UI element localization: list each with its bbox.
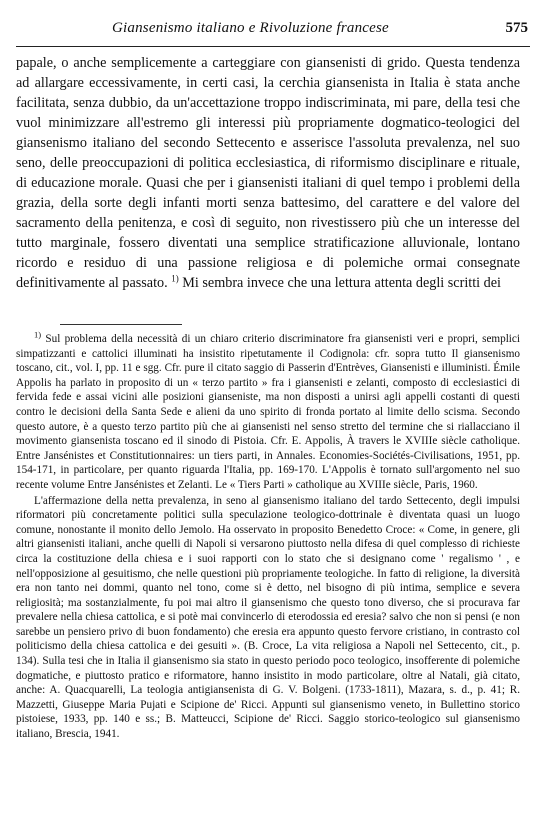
body-text: papale, o anche semplicemente a carteggiare con giansenisti di grido. Questa tendenza ad allargare eccessivamente, in certi casi, la cerchia giansenista in Italia è stata anche facilitata, senza dubbio, da un'accettazione troppo indiscriminata, mi pare, della tesi che vuol minimizzare all'estremo gli interessi più propriamente dogmatico-teologici del giansenismo italiano del secondo Settecento e asserisce l'assoluta prevalenza, nel suo seno, delle preoccupazioni di politica ecclesiastica, di riformismo disciplinare e rituale, di educazione morale. Quasi che per i giansenisti italiani di quel tempo i problemi della grazia, della sorte degli infanti morti senza battesimo, del carattere e del valore del sacramento della penitenza, e così di seguito, non rivestissero più che un interesse del tutto marginale, fossero diventati una semplice stratificazione alluvionale, lontano ricordo e residuo di una passione religiosa e di polemiche ormai consegnate definitivamente al passato.: [16, 55, 520, 291]
body-text-continued: Mi sembra invece che una lettura attenta degli scritti dei: [178, 275, 501, 291]
footnote-text-continued: L'affermazione della netta prevalenza, in seno al giansenismo italiano del tardo Settecento, degli impulsi riformatori più concretamente politici sulla speculazione teologico-dottrinale è diventata quasi un luogo comune, nonostante il monito dello Jemolo. Ha osservato in proposito Benedetto Croce: « Come, in genere, gli altri giansenisti italiani, anche quelli di Napoli si versarono piuttosto nella difesa di quel complesso di richieste circa la costituzione della chiesa e i suoi rapporti con lo stato che si designano come ' regalismo ' , e nell'opposizione al gesuitismo, che nelle questioni più propriamente teologiche. In fatto di religione, la diversità era non tanto nei dommi, quanto nel tono, come si è detto, nel bisogno di più intima, semplice e severa religiosità; ma sostanzialmente, fu poi mai altro il giansenismo che questo tono diverso, che si procurava far prevalere nella chiesa cattolica, e si potè mai convincerlo di eterodossia ed eresia? salvo che non si pensi (e non sarebbe un pensiero privo di buon fondamento) che eresia era appunto questo fervore cristiano, in contrasto col politicismo della chiesa cattolica e dei gesuiti ». (B. Croce, La vita religiosa a Napoli nel Settecento, cit., p. 134). Sulla tesi che in Italia il giansenismo sia stato in questo periodo poco teologico, insofferente di polemiche dogmatiche, e piuttosto pratico e riformatore, hanno insistito in modo particolare, oltre al Natali, già citato, anche: A. Quacquarelli, La teologia antigiansenista di G. V. Bolgeni. (1733-1811), Mazara, s. d., p. 41; R. Mazzetti, Giuseppe Maria Pujati e Scipione de' Ricci. Appunti sul giansenismo veneto, in Bullettino storico pistoiese, 1933, pp. 140 e ss.; B. Matteucci, Scipione de' Ricci. Saggio storico-teologico sul giansenismo italiano, Brescia, 1941.: [16, 494, 520, 741]
footnote-reference: 1): [171, 273, 179, 284]
footnote-paragraph-continued: [16, 494, 520, 742]
footnote-text: Sul problema della necessità di un chiaro criterio discriminatore fra giansenisti veri e propri, semplici simpatizzanti e cattolici illuminati ha insistito ripetutamente il Codignola: cfr. sopra tutto Il giansenismo toscano, cit., vol. I, pp. 11 e sgg. Cfr. pure il citato saggio di Passerin d'Entrèves, Giansenisti e illuministi. Émile Appolis ha parlato in proposito di un « terzo partito » fra i giansenisti e zelanti, composto di ecclesiastici di fervida fede e assai vicini alle posizioni giansenistе, ma non disposti a unirsi agli appelli costanti di questi contro le decisioni della Santa Sede e alieni da uno spirito di fronda portato al limite dello scisma. Secondo questo autore, è a questo terzo partito più che ai giansenisti nel senso stretto del termine che si riallacciano il movimento giansenista toscano ed il sinodo di Pistoia. Cfr. E. Appolis, À travers le XVIIIe siècle catholique. Entre Jansénistes et Constitutionnaires: un tiers parti, in Annales. Economies-Sociétés-Civilisations, 1951, pp. 154-171, in particolare, per quanto riguarda l'Italia, pp. 169-170. L'Appolis è tornato sull'argomento nel suo recente volume Entre Jansénistes et Zelanti. Le « Tiers Parti » catholique au XVIIIe siècle, Paris, 1960.: [16, 333, 520, 491]
footnote-paragraph: [16, 329, 520, 493]
body-paragraph: [16, 53, 520, 293]
running-header: [112, 20, 528, 40]
footnote: [16, 329, 520, 742]
footnote-separator: [60, 324, 182, 325]
page-number: 575: [505, 20, 528, 36]
running-title: Giansenismo italiano e Rivoluzione francese: [112, 20, 389, 36]
footnote-number: 1): [34, 329, 42, 340]
header-rule: [16, 46, 530, 47]
